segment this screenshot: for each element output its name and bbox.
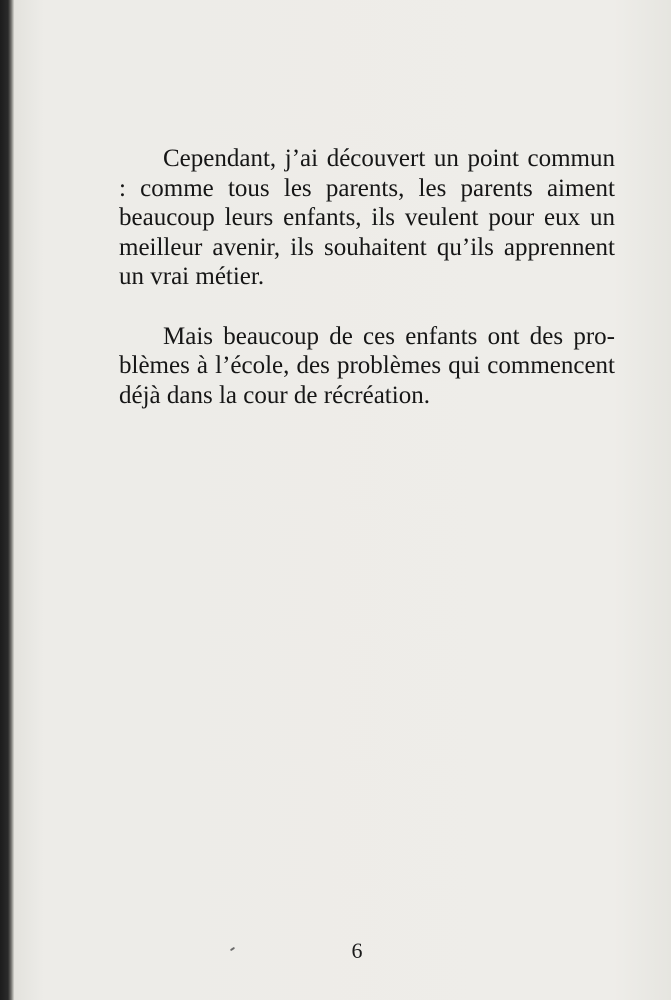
body-text bbox=[119, 144, 615, 410]
ink-smudge bbox=[230, 947, 235, 952]
paragraph-1: Cependant, j’ai découvert un point commun : comme tous les parents, les parents aiment beaucoup leurs enfants, ils veulent pour eux un meilleur avenir, ils souhaitent qu’ils apprennent un vrai métier. bbox=[119, 145, 615, 290]
page-number: 6 bbox=[351, 938, 363, 963]
book-page bbox=[14, 0, 671, 1000]
paragraph-2: Mais beaucoup de ces enfants ont des problèmes à l’école, des problèmes qui commencent déjà dans la cour de récréation. bbox=[119, 322, 615, 409]
binding-edge bbox=[0, 0, 14, 1000]
